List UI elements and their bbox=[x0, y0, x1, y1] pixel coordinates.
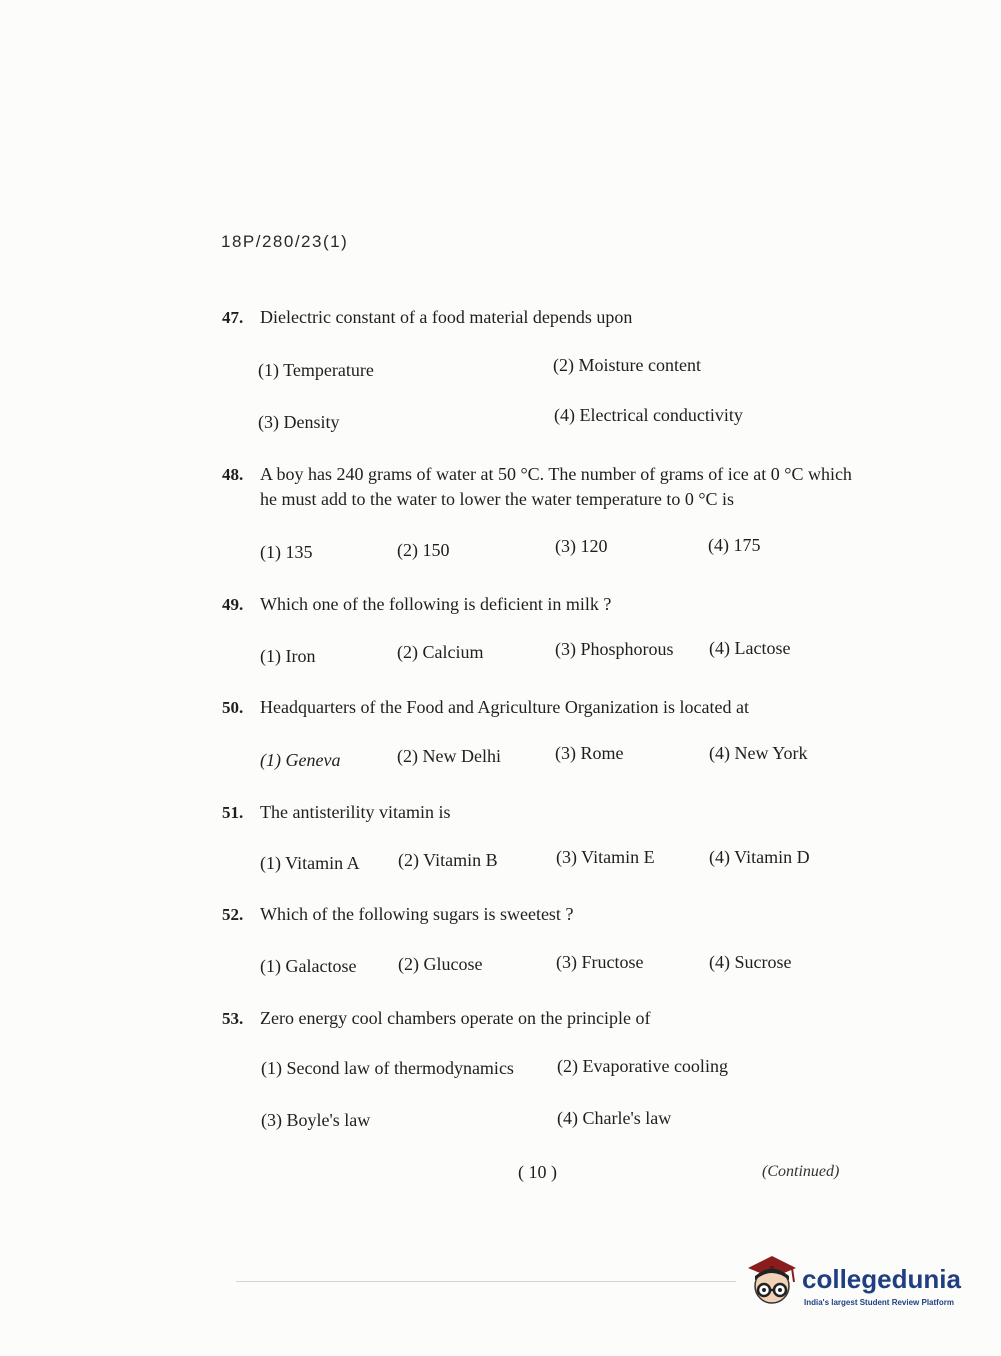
option-49-3: (3) Phosphorous bbox=[555, 639, 674, 659]
option-48-2: (2) 150 bbox=[397, 540, 450, 560]
option-47-4: (4) Electrical conductivity bbox=[554, 405, 743, 425]
option-50-4: (4) New York bbox=[709, 743, 808, 763]
option-49-4: (4) Lactose bbox=[709, 638, 791, 658]
brand-name: collegedunia bbox=[802, 1264, 961, 1294]
question-50 bbox=[222, 695, 862, 720]
option-52-2: (2) Glucose bbox=[398, 954, 483, 974]
option-47-2: (2) Moisture content bbox=[553, 355, 701, 375]
question-47 bbox=[222, 305, 862, 330]
option-53-3: (3) Boyle's law bbox=[261, 1110, 371, 1130]
option-51-4: (4) Vitamin D bbox=[709, 847, 810, 867]
option-48-4: (4) 175 bbox=[708, 535, 761, 555]
option-52-4: (4) Sucrose bbox=[709, 952, 792, 972]
option-47-1: (1) Temperature bbox=[258, 360, 374, 380]
option-49-2: (2) Calcium bbox=[397, 642, 484, 662]
question-number: 47. bbox=[222, 308, 244, 327]
option-53-2: (2) Evaporative cooling bbox=[557, 1056, 728, 1076]
question-text: Which one of the following is deficient in milk ? bbox=[260, 594, 612, 614]
option-51-2: (2) Vitamin B bbox=[398, 850, 498, 870]
question-text: Zero energy cool chambers operate on the principle of bbox=[260, 1008, 651, 1028]
watermark-logo bbox=[744, 1250, 974, 1320]
question-text: Headquarters of the Food and Agriculture Organization is located at bbox=[260, 697, 750, 717]
question-number: 48. bbox=[222, 465, 244, 484]
option-50-3: (3) Rome bbox=[555, 743, 624, 763]
question-48 bbox=[222, 462, 862, 512]
question-text: Dielectric constant of a food material depends upon bbox=[260, 307, 633, 327]
option-47-3: (3) Density bbox=[258, 412, 340, 432]
question-number: 52. bbox=[222, 905, 244, 924]
question-text: The antisterility vitamin is bbox=[260, 802, 451, 822]
question-number: 49. bbox=[222, 595, 244, 614]
option-52-3: (3) Fructose bbox=[556, 952, 644, 972]
option-53-4: (4) Charle's law bbox=[557, 1108, 672, 1128]
option-48-1: (1) 135 bbox=[260, 542, 313, 562]
question-49 bbox=[222, 592, 862, 617]
question-number: 53. bbox=[222, 1009, 244, 1028]
continued-note: (Continued) bbox=[762, 1163, 840, 1180]
question-53 bbox=[222, 1006, 862, 1031]
mascot-icon bbox=[744, 1252, 800, 1312]
option-51-1: (1) Vitamin A bbox=[260, 853, 360, 873]
option-50-1: (1) Geneva bbox=[260, 750, 341, 770]
question-number: 51. bbox=[222, 803, 244, 822]
page-number: ( 10 ) bbox=[518, 1162, 557, 1182]
option-52-1: (1) Galactose bbox=[260, 956, 357, 976]
question-52 bbox=[222, 902, 862, 927]
footer-divider bbox=[236, 1281, 736, 1282]
option-50-2: (2) New Delhi bbox=[397, 746, 501, 766]
question-text: Which of the following sugars is sweetest ? bbox=[260, 904, 574, 924]
option-51-3: (3) Vitamin E bbox=[556, 847, 655, 867]
question-number: 50. bbox=[222, 698, 244, 717]
option-53-1: (1) Second law of thermodynamics bbox=[261, 1058, 514, 1078]
option-48-3: (3) 120 bbox=[555, 536, 608, 556]
paper-code: 18P/280/23(1) bbox=[221, 232, 349, 251]
option-49-1: (1) Iron bbox=[260, 646, 316, 666]
question-51 bbox=[222, 800, 862, 825]
brand-tagline: India's largest Student Review Platform bbox=[804, 1298, 954, 1307]
question-text: A boy has 240 grams of water at 50 °C. The number of grams of ice at 0 °C which he must add to the water to lower the water temperature to 0 °C is bbox=[260, 464, 852, 509]
